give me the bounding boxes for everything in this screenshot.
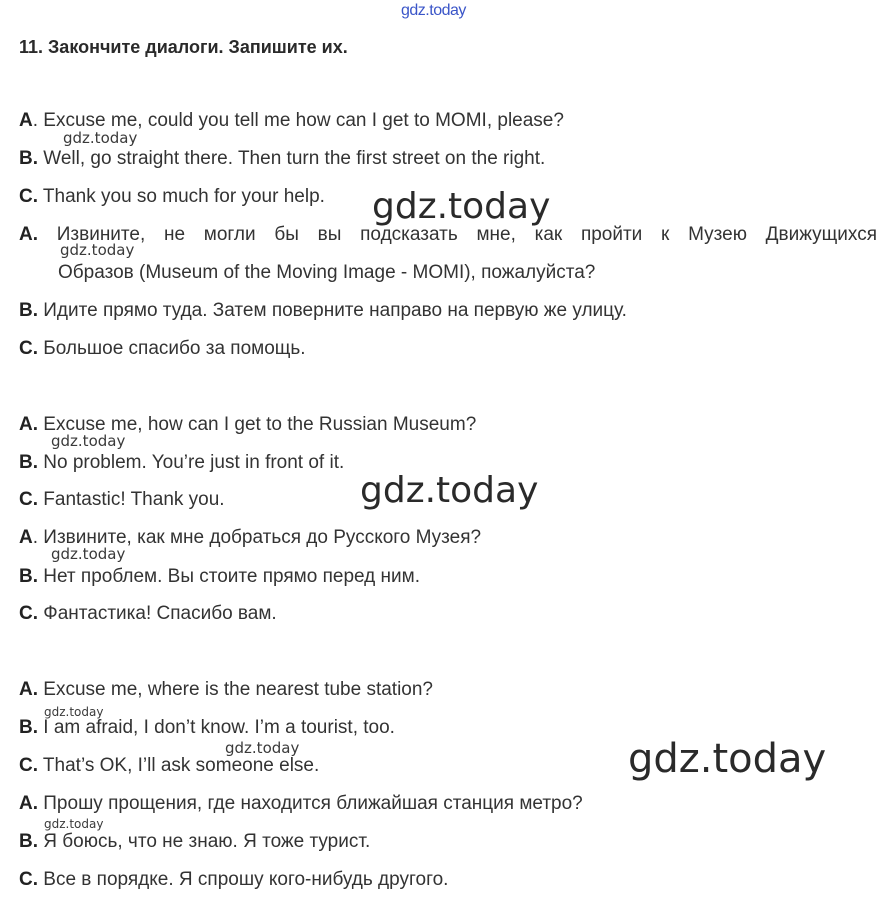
speaker-label: C. [19,869,38,890]
dialogue-3-line-4 [19,793,583,815]
speaker-label: B. [19,148,38,169]
line-text: Fantastic! Thank you. [38,489,225,510]
speaker-separator: . [32,110,39,131]
dialogue-3-line-5 [19,831,370,853]
speaker-label: A [19,527,33,548]
speaker-label: A. [19,679,38,700]
watermark: gdz.today [372,186,551,227]
dialogue-1-line-3 [19,186,325,208]
dialogue-3-line-2 [19,717,395,739]
speaker-label: C. [19,186,38,207]
watermark: gdz.today [360,470,539,511]
dialogue-1-line-4-continuation: Образов (Museum of the Moving Image - MOMI), пожалуйста? [58,262,596,283]
line-text: Нет проблем. Вы стоите прямо перед ним. [38,566,420,587]
line-text: Извините, не могли бы вы подсказать мне, как пройти к Музею Движущихся [38,224,877,245]
line-text: Фантастика! Спасибо вам. [38,603,277,624]
watermark: gdz.today [44,817,104,831]
speaker-label: C. [19,603,38,624]
speaker-label: B. [19,717,38,738]
line-text: Well, go straight there. Then turn the first street on the right. [38,148,546,169]
dialogue-1-line-5 [19,300,627,322]
line-text: Извините, как мне добраться до Русского Музея? [38,527,482,548]
watermark: gdz.today [63,129,138,147]
dialogue-3-line-1 [19,679,433,701]
speaker-separator: . [32,527,39,548]
dialogue-2-line-3 [19,489,225,511]
dialogue-1-line-2 [19,148,545,170]
speaker-label: B. [19,831,38,852]
watermark: gdz.today [60,241,135,259]
speaker-label: C. [19,755,38,776]
dialogue-2-line-2 [19,452,344,474]
speaker-label: B. [19,452,38,473]
speaker-label: C. [19,338,38,359]
watermark: gdz.today [51,432,126,450]
speaker-label: A. [19,224,38,245]
watermark: gdz.today [628,736,827,782]
line-text: Все в порядке. Я спрошу кого-нибудь другого. [38,869,449,890]
watermark: gdz.today [44,705,104,719]
line-text: Excuse me, how can I get to the Russian Museum? [38,414,477,435]
line-text: That’s OK, I’ll ask someone else. [38,755,320,776]
line-text: I am afraid, I don’t know. I’m a tourist, too. [38,717,395,738]
speaker-label: B. [19,566,38,587]
speaker-label: A. [19,414,38,435]
speaker-label: A. [19,793,38,814]
line-text: Thank you so much for your help. [38,186,325,207]
exercise-title: 11. Закончите диалоги. Запишите их. [19,37,348,57]
line-text: Идите прямо туда. Затем поверните направо на первую же улицу. [38,300,627,321]
line-text: Прошу прощения, где находится ближайшая станция метро? [38,793,583,814]
line-text: Excuse me, where is the nearest tube station? [38,679,433,700]
dialogue-1-line-4 [19,224,877,246]
speaker-label: C. [19,489,38,510]
dialogue-1-line-6 [19,338,306,360]
speaker-label: B. [19,300,38,321]
dialogue-3-line-3 [19,755,319,777]
line-text: Excuse me, could you tell me how can I get to MOMI, please? [38,110,564,131]
dialogue-3-line-6 [19,869,448,891]
dialogue-2-line-5 [19,566,420,588]
watermark: gdz.today [225,739,300,757]
line-text: Большое спасибо за помощь. [38,338,306,359]
line-text: No problem. You’re just in front of it. [38,452,345,473]
dialogue-2-line-6 [19,603,277,625]
line-text: Я боюсь, что не знаю. Я тоже турист. [38,831,371,852]
watermark: gdz.today [51,545,126,563]
speaker-label: A [19,110,33,131]
watermark-top: gdz.today [401,2,466,19]
